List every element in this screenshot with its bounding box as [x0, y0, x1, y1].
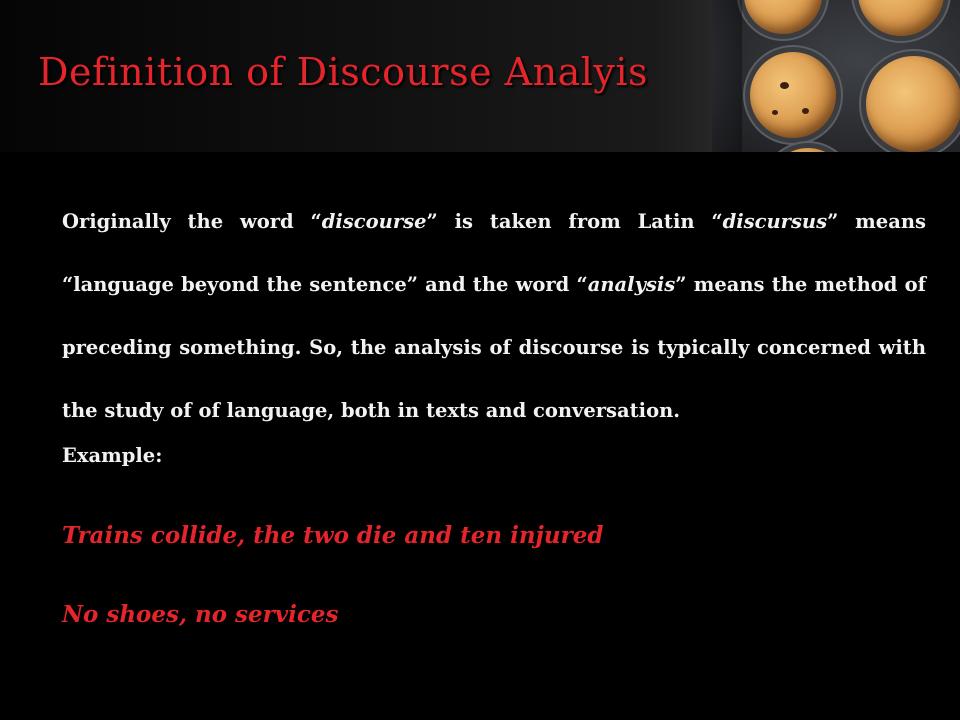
- paragraph-text: ” means the method of preceding something. So, the analysis of discourse is typically concerned with the study of of language, both in texts and conversation.: [62, 273, 926, 422]
- example-label: Example:: [62, 444, 163, 467]
- photo-edge-shadow: [712, 0, 742, 152]
- paragraph-text: ” is taken from Latin “: [426, 210, 723, 233]
- term-discourse: discourse: [321, 210, 427, 233]
- term-analysis: analysis: [587, 273, 676, 296]
- definition-paragraph: [62, 190, 926, 442]
- term-discursus: discursus: [722, 210, 828, 233]
- muffin-tray-image: [712, 0, 960, 152]
- example-sentence-2: No shoes, no services: [62, 601, 339, 628]
- muffin-image-part: [750, 52, 836, 138]
- paragraph-text: ” means “language beyond the sentence” and the word “: [62, 210, 926, 296]
- slide-title: Definition of Discourse Analyis: [38, 50, 649, 94]
- title-bar: [0, 0, 960, 152]
- muffin-image-part: [866, 56, 960, 152]
- paragraph-text: Originally the word “: [62, 210, 322, 233]
- example-sentence-1: Trains collide, the two die and ten injured: [62, 522, 604, 549]
- muffin-image-part: [744, 0, 822, 34]
- muffin-image-part: [858, 0, 944, 36]
